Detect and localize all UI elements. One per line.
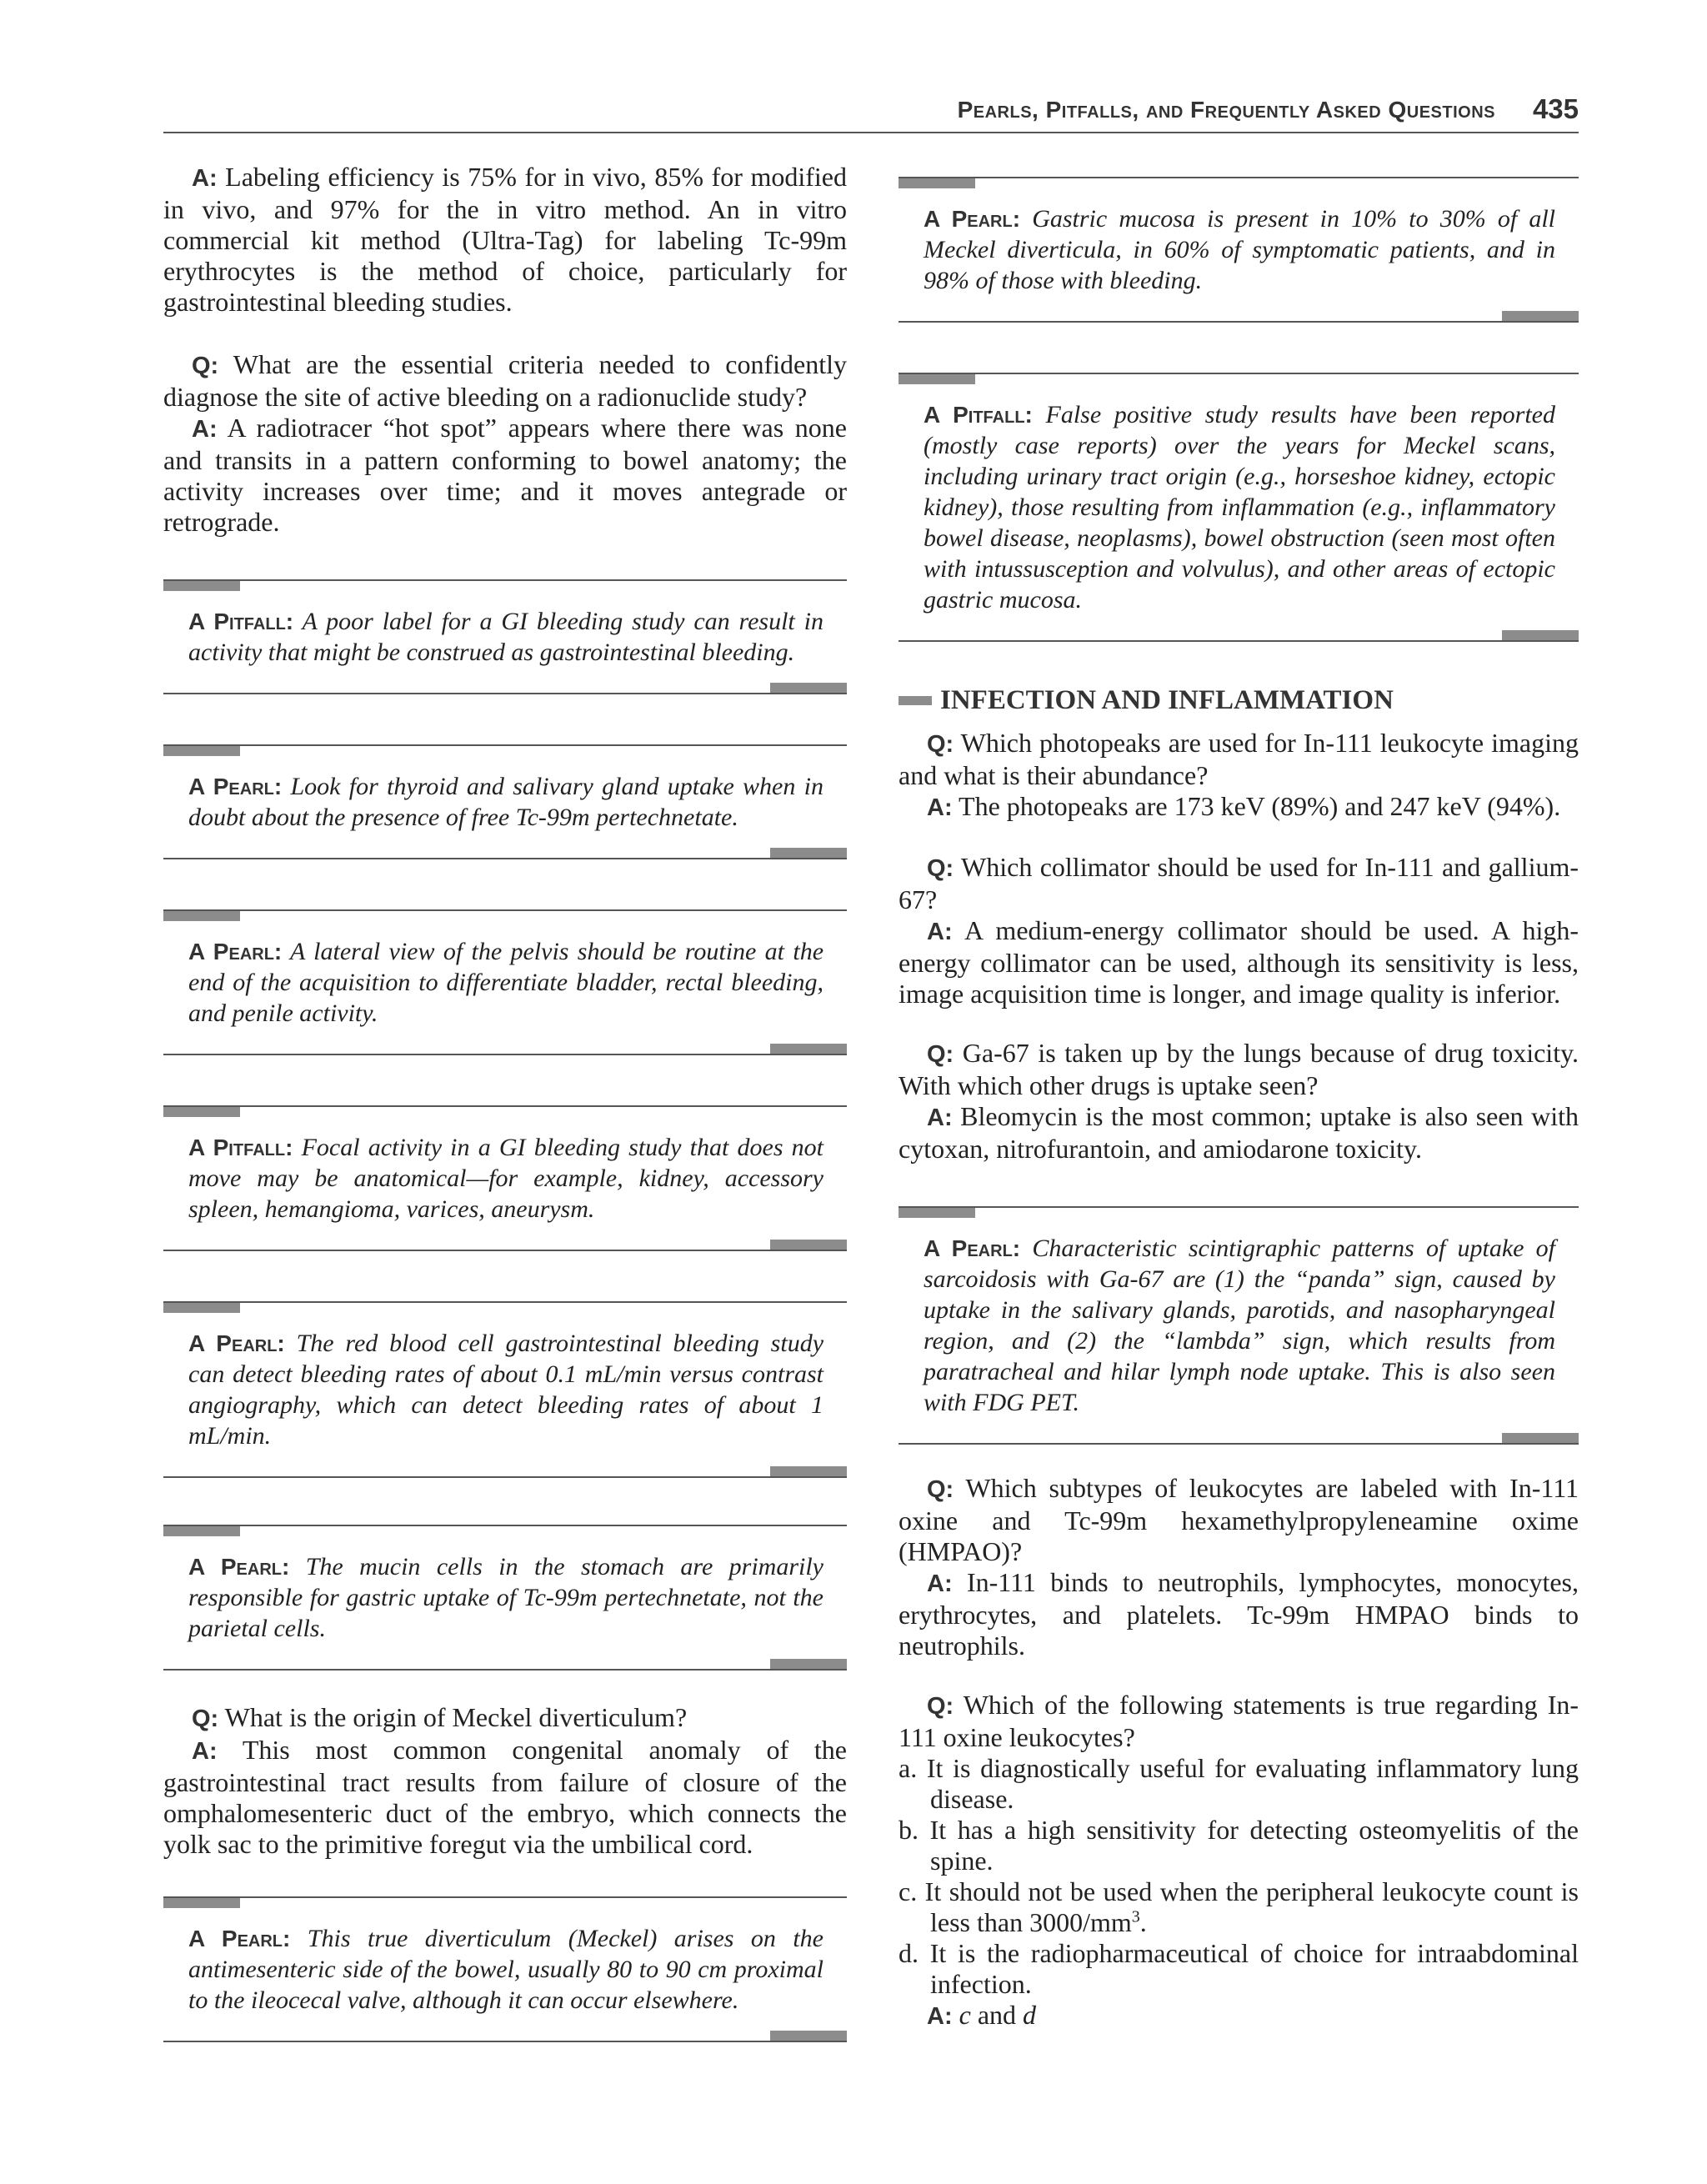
answer-conjunction: and — [970, 2000, 1024, 2030]
pearl-text: This true diverticulum (Meckel) arises on the antimesenteric side of the bowel, usually 80 to 90 cm proximal to the ileocecal valve, although it can occur elsewhere. — [188, 1925, 824, 2014]
option-item: b. It has a high sensitivity for detecting osteomyelitis of the spine. — [899, 1815, 1579, 1876]
qa-block — [163, 1702, 847, 1860]
question-text: Which collimator should be used for In-111 and gallium-67? — [899, 852, 1579, 914]
pearl-box — [163, 744, 847, 859]
answer-label: A: — [192, 1738, 218, 1765]
question-text: Ga-67 is taken up by the lungs because of drug toxicity. With which other drugs is uptake seen? — [899, 1038, 1579, 1100]
question-label: Q: — [927, 855, 954, 882]
right-column — [899, 177, 1579, 2032]
option-item: a. It is diagnostically useful for evaluating inflammatory lung disease. — [899, 1753, 1579, 1814]
pearl-text: Look for thyroid and salivary gland uptake when in doubt about the presence of free Tc-99m pertechnetate. — [188, 773, 824, 831]
question-label: Q: — [927, 1693, 954, 1720]
question-text: What is the origin of Meckel diverticulum? — [218, 1702, 688, 1732]
pearl-label: A Pearl: — [924, 206, 1021, 232]
pearl-box — [163, 1301, 847, 1478]
pearl-label: A Pearl: — [188, 774, 283, 799]
pitfall-box — [163, 579, 847, 694]
question-text: Which of the following statements is true regarding In-111 oxine leukocytes? — [899, 1690, 1579, 1752]
pearl-text: Gastric mucosa is present in 10% to 30% of all Meckel diverticula, in 60% of symptomatic patients, and in 98% of those with bleeding. — [924, 205, 1555, 294]
pearl-label: A Pearl: — [924, 1235, 1021, 1261]
answer-text: In-111 binds to neutrophils, lymphocytes, monocytes, erythrocytes, and platelets. Tc-99m HMPAO binds to neutrophils. — [899, 1567, 1579, 1661]
qa-block — [899, 728, 1579, 824]
pearl-label: A Pearl: — [188, 1926, 291, 1951]
pitfall-box — [163, 1105, 847, 1251]
pearl-box — [163, 1896, 847, 2042]
pearl-text: A lateral view of the pelvis should be routine at the end of the acquisition to differentiate bladder, rectal bleeding, and penile activity. — [188, 938, 824, 1027]
question-text: Which subtypes of leukocytes are labeled with In-111 oxine and Tc-99m hexamethylpropyleneamine oxime (HMPAO)? — [899, 1473, 1579, 1566]
option-item: d. It is the radiopharmaceutical of choice for intraabdominal infection. — [899, 1938, 1579, 1999]
answer-block — [163, 162, 847, 318]
answer-label: A: — [927, 1105, 953, 1131]
answer-text: This most common congenital anomaly of the gastrointestinal tract results from failure of closure of the omphalomesenteric duct of the embryo, which connects the yolk sac to the primitive foregut via the umbilical cord. — [163, 1735, 847, 1859]
pitfall-label: A Pitfall: — [924, 402, 1033, 428]
running-head-title: Pearls, Pitfalls, and Frequently Asked Questions — [957, 97, 1495, 123]
answer-label: A: — [927, 919, 953, 945]
qa-block — [163, 349, 847, 538]
answer-text: A medium-energy collimator should be used. A high-energy collimator can be used, although its sensitivity is less, image acquisition time is longer, and image quality is inferior. — [899, 915, 1579, 1009]
answer-label: A: — [192, 165, 218, 192]
question-label: Q: — [192, 353, 219, 379]
option-list — [899, 1753, 1579, 2000]
pitfall-text: False positive study results have been reported (mostly case reports) over the years for Meckel scans, including urinary tract origin (e.g., horseshoe kidney, ectopic kidney), those resulting from inflammation (e.g., inflammatory bowel disease, neoplasms), bowel obstruction (seen most often with intussusception and volvulus), and other areas of ectopic gastric mucosa. — [924, 401, 1555, 614]
pearl-text: The mucin cells in the stomach are primarily responsible for gastric uptake of Tc-99m pertechnetate, not the parietal cells. — [188, 1553, 823, 1642]
pearl-label: A Pearl: — [188, 1554, 290, 1580]
pearl-text: Characteristic scintigraphic patterns of uptake of sarcoidosis with Ga-67 are (1) the “panda” sign, caused by uptake in the salivary glands, parotids, and nasopharyngeal region, and (2) the “lambda” sign, which results from paratracheal and hilar lymph node uptake. This is also seen with FDG PET. — [924, 1235, 1555, 1416]
pitfall-label: A Pitfall: — [188, 609, 294, 634]
answer-text: Labeling efficiency is 75% for in vivo, 85% for modified in vivo, and 97% for the in vitro method. An in vitro commercial kit method (Ultra-Tag) for labeling Tc-99m erythrocytes is the method of choice, particularly for gastrointestinal bleeding studies. — [163, 162, 847, 317]
pitfall-label: A Pitfall: — [188, 1135, 293, 1160]
answer-label: A: — [927, 2003, 953, 2030]
pearl-text: The red blood cell gastrointestinal bleeding study can detect bleeding rates of about 0.1 mL/min versus contrast angiography, which can detect bleeding rates of about 1 mL/min. — [188, 1330, 824, 1450]
running-head — [163, 92, 1579, 133]
section-heading — [899, 685, 1579, 716]
qa-block — [899, 1690, 1579, 2032]
qa-block — [899, 1038, 1579, 1165]
question-text: Which photopeaks are used for In-111 leukocyte imaging and what is their abundance? — [899, 728, 1579, 790]
page-number: 435 — [1532, 93, 1579, 124]
pitfall-text: A poor label for a GI bleeding study can result in activity that might be construed as gastrointestinal bleeding. — [188, 608, 823, 666]
answer-choice: d — [1023, 2000, 1037, 2030]
pitfall-box — [899, 373, 1579, 642]
pitfall-text: Focal activity in a GI bleeding study that does not move may be anatomical—for example, kidney, accessory spleen, hemangioma, varices, aneurysm. — [188, 1134, 823, 1223]
answer-text: A radiotracer “hot spot” appears where there was none and transits in a pattern conforming to bowel anatomy; the activity increases over time; and it moves antegrade or retrograde. — [163, 413, 847, 537]
pearl-box — [163, 909, 847, 1055]
question-label: Q: — [927, 731, 954, 758]
question-label: Q: — [927, 1476, 954, 1503]
option-text: c. It should not be used when the peripheral leukocyte count is less than 3000/mm — [899, 1876, 1579, 1937]
pearl-box — [899, 1206, 1579, 1445]
answer-text: Bleomycin is the most common; uptake is also seen with cytoxan, nitrofurantoin, and amiodarone toxicity. — [899, 1101, 1579, 1164]
answer-text: The photopeaks are 173 keV (89%) and 247 keV (94%). — [952, 791, 1561, 821]
pearl-label: A Pearl: — [188, 939, 283, 964]
answer-label: A: — [927, 794, 953, 821]
pearl-box — [899, 177, 1579, 323]
option-item — [899, 1876, 1579, 1938]
qa-block — [899, 852, 1579, 1009]
question-text: What are the essential criteria needed to confidently diagnose the site of active bleeding on a radionuclide study? — [163, 349, 847, 412]
answer-label: A: — [927, 1570, 953, 1597]
answer-choice: c — [959, 2000, 971, 2030]
section-heading-text: INFECTION AND INFLAMMATION — [940, 685, 1394, 715]
left-column — [163, 162, 847, 2042]
question-label: Q: — [192, 1706, 219, 1732]
pearl-box — [163, 1525, 847, 1671]
pearl-label: A Pearl: — [188, 1330, 285, 1356]
section-marker — [899, 696, 932, 705]
qa-block — [899, 1473, 1579, 1661]
question-label: Q: — [927, 1041, 954, 1068]
option-end: . — [1139, 1907, 1147, 1937]
answer-label: A: — [192, 416, 218, 443]
option-superscript: 3 — [1131, 1907, 1140, 1926]
